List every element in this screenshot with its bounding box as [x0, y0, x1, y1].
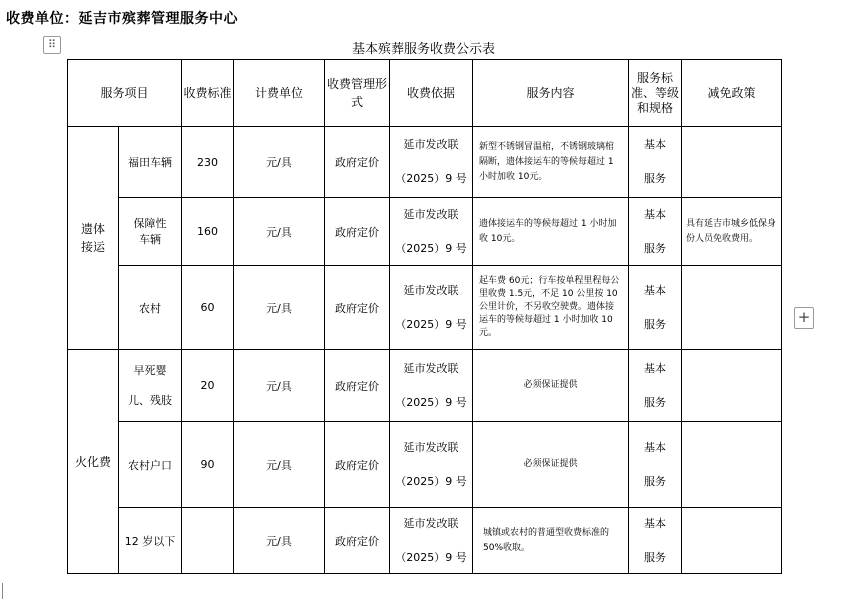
header-row	[68, 60, 782, 127]
mgmt-cell: 政府定价	[325, 127, 390, 198]
policy-cell	[682, 350, 782, 422]
item-cell: 农村	[119, 266, 182, 350]
item-cell: 福田车辆	[119, 127, 182, 198]
item-cell	[119, 350, 182, 422]
basis-line1: 延市发改联	[403, 138, 459, 151]
standard-cell	[629, 350, 682, 422]
fee-table	[67, 59, 782, 574]
basis-line2: （2025）9 号	[395, 474, 467, 488]
unit-cell: 元/具	[234, 350, 325, 422]
standard-cell	[629, 422, 682, 508]
mgmt-cell: 政府定价	[325, 508, 390, 574]
price-cell: 90	[182, 422, 234, 508]
content-cell: 新型不锈钢冒温棺，不锈钢玻璃棺隔断，遗体接运车的等候每超过 1 小时加收 10元。	[473, 127, 629, 198]
std-line1: 基本	[644, 283, 666, 297]
basis-cell	[390, 508, 473, 574]
table-row	[68, 127, 782, 198]
std-line2: 服务	[644, 550, 666, 564]
standard-cell	[629, 127, 682, 198]
policy-cell: 具有延吉市城乡低保身份人员免收费用。	[682, 198, 782, 266]
col-header-unit: 计费单位	[234, 60, 325, 127]
plus-icon[interactable]: +	[794, 307, 814, 329]
move-handle-icon[interactable]: ⠿	[43, 36, 61, 54]
content-cell: 遗体接运车的等候每超过 1 小时加收 10元。	[473, 198, 629, 266]
standard-cell	[629, 508, 682, 574]
std-line1: 基本	[644, 207, 666, 221]
mgmt-cell: 政府定价	[325, 422, 390, 508]
mgmt-cell: 政府定价	[325, 266, 390, 350]
table-row	[68, 266, 782, 350]
std-line2: 服务	[644, 317, 666, 331]
basis-line1: 延市发改联	[403, 283, 459, 297]
std-line1: 基本	[644, 440, 666, 454]
price-cell: 230	[182, 127, 234, 198]
col-header-basis: 收费依据	[390, 60, 473, 127]
item-cell: 12 岁以下	[119, 508, 182, 574]
basis-line2: （2025）9 号	[395, 172, 467, 185]
table-title: 基本殡葬服务收费公示表	[351, 42, 495, 57]
table-row	[68, 350, 782, 422]
item-label: 保障性车辆	[133, 216, 167, 246]
price-cell	[182, 508, 234, 574]
basis-line1: 延市发改联	[403, 361, 459, 375]
item-label: 早死婴儿、残肢	[128, 363, 172, 407]
basis-line2: （2025）9 号	[395, 317, 467, 331]
basis-line1: 延市发改联	[403, 440, 459, 454]
mgmt-cell: 政府定价	[325, 350, 390, 422]
basis-cell	[390, 266, 473, 350]
policy-cell	[682, 508, 782, 574]
unit-cell: 元/具	[234, 198, 325, 266]
std-line1: 基本	[644, 361, 666, 375]
col-header-policy: 减免政策	[682, 60, 782, 127]
basis-cell	[390, 127, 473, 198]
group-cremation: 火化费	[68, 350, 119, 574]
price-cell: 160	[182, 198, 234, 266]
price-cell: 60	[182, 266, 234, 350]
content-cell: 起车费 60元；行车按单程里程每公里收费 1.5元，不足 10 公里按 10公里计价，不另收空驶费。遗体接运车的等候每超过 1 小时加收 10元。	[473, 266, 629, 350]
col-header-item: 服务项目	[68, 60, 182, 127]
std-line1: 基本	[644, 516, 666, 530]
basis-line2: （2025）9 号	[395, 395, 467, 409]
mgmt-cell: 政府定价	[325, 198, 390, 266]
policy-cell	[682, 127, 782, 198]
item-cell	[119, 198, 182, 266]
unit-cell: 元/具	[234, 266, 325, 350]
unit-cell: 元/具	[234, 422, 325, 508]
table-row	[68, 198, 782, 266]
price-cell: 20	[182, 350, 234, 422]
std-line2: 服务	[644, 241, 666, 255]
standard-cell	[629, 266, 682, 350]
group-label: 遗体接运	[80, 222, 105, 254]
basis-line1: 延市发改联	[403, 516, 459, 530]
basis-line2: （2025）9 号	[395, 241, 467, 255]
content-cell: 必须保证提供	[473, 422, 629, 508]
unit-cell: 元/具	[234, 508, 325, 574]
basis-cell	[390, 422, 473, 508]
table-row	[68, 508, 782, 574]
col-header-standard: 服务标准、等级和规格	[629, 60, 682, 127]
page-margin-marker	[2, 583, 3, 599]
basis-line1: 延市发改联	[403, 207, 459, 221]
item-cell: 农村户口	[119, 422, 182, 508]
basis-line2: （2025）9 号	[395, 550, 467, 564]
std-line2: 服务	[644, 172, 666, 185]
policy-cell	[682, 422, 782, 508]
content-cell: 必须保证提供	[473, 350, 629, 422]
std-line1: 基本	[644, 138, 666, 151]
content-cell: 城镇或农村的普通型收费标准的 50%收取。	[473, 508, 629, 574]
col-header-mgmt: 收费管理形式	[325, 60, 390, 127]
std-line2: 服务	[644, 474, 666, 488]
charging-unit-title: 收费单位：延吉市殡葬管理服务中心	[6, 11, 238, 27]
policy-cell	[682, 266, 782, 350]
group-transport	[68, 127, 119, 350]
table-row	[68, 422, 782, 508]
col-header-content: 服务内容	[473, 60, 629, 127]
basis-cell	[390, 350, 473, 422]
col-header-price: 收费标准	[182, 60, 234, 127]
std-line2: 服务	[644, 395, 666, 409]
basis-cell	[390, 198, 473, 266]
standard-cell	[629, 198, 682, 266]
unit-cell: 元/具	[234, 127, 325, 198]
